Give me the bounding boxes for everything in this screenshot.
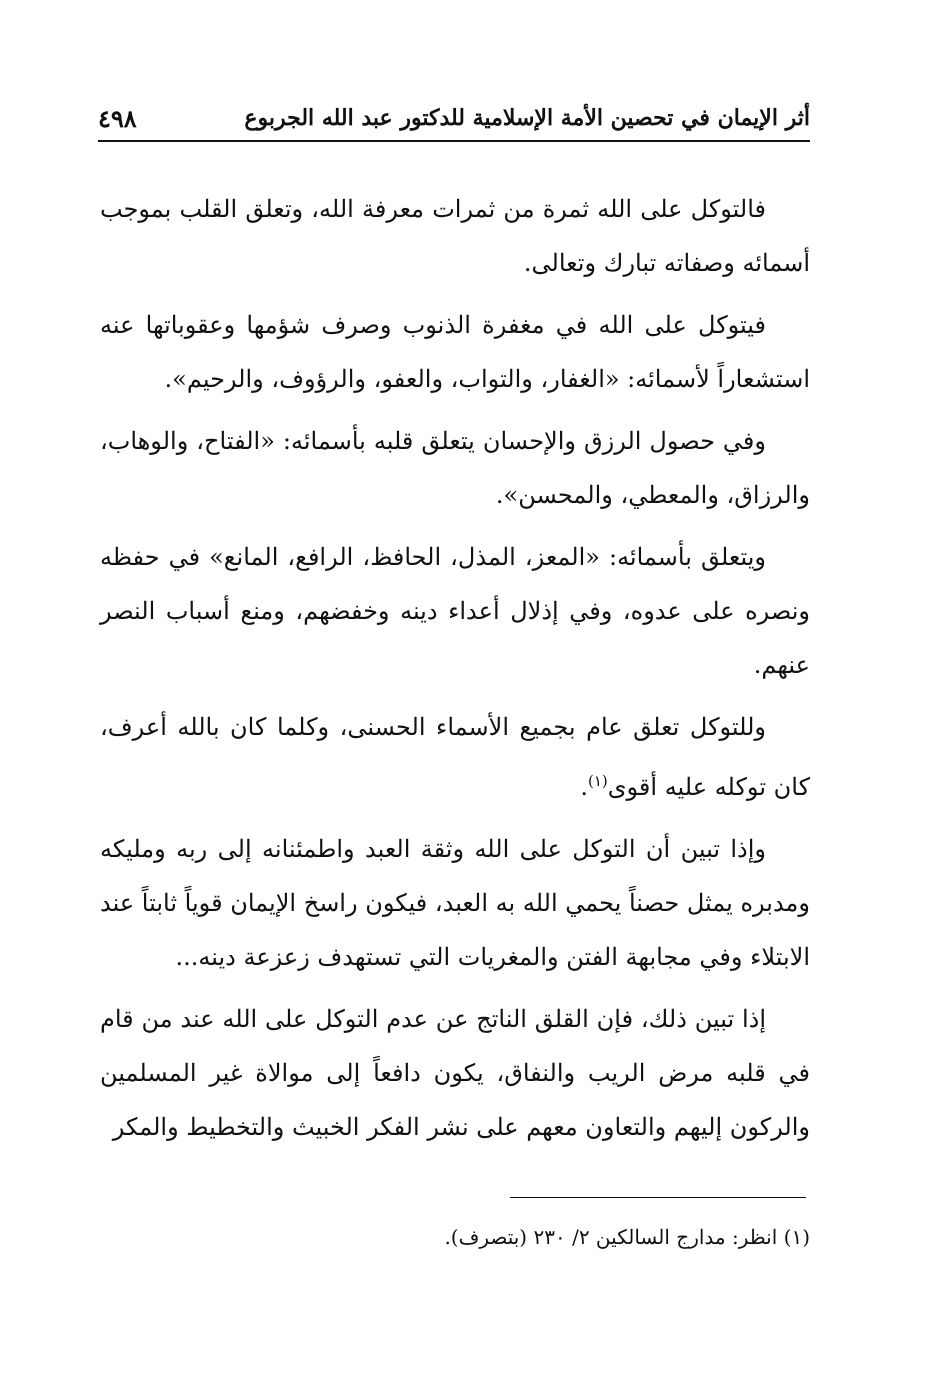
main-text [100,182,810,1162]
running-header [98,96,810,142]
paragraph-text: وللتوكل تعلق عام بجميع الأسماء الحسنى، وكلما كان بالله أعرف، كان توكله عليه أقوى [100,713,810,801]
paragraph: فيتوكل على الله في مغفرة الذنوب وصرف شؤمها وعقوباتها عنه استشعاراً لأسمائه: «الغفار، والتواب، والعفو، والرؤوف، والرحيم». [100,311,810,393]
page-number: ٤٩٨ [98,103,137,133]
running-title: أثر الإيمان في تحصين الأمة الإسلامية للدكتور عبد الله الجربوع [244,105,810,131]
paragraph-with-footnote [100,700,810,814]
footnote-separator [510,1197,806,1198]
paragraph: إذا تبين ذلك، فإن القلق الناتج عن عدم التوكل على الله عند من قام في قلبه مرض الريب والنفاق، يكون دافعاً إلى موالاة غير المسلمين والركون إليهم والتعاون معهم على نشر الفكر الخبيث والتخطيط والمكر [100,1005,810,1141]
paragraph-end: . [580,773,588,801]
paragraph: وإذا تبين أن التوكل على الله وثقة العبد واطمئنانه إلى ربه ومليكه ومدبره يمثل حصناً يحمي الله به العبد، فيكون راسخ الإيمان قوياً ثابتاً عند الابتلاء وفي مجابهة الفتن والمغريات التي تستهدف زعزعة دينه... [100,835,810,971]
paragraph: وفي حصول الرزق والإحسان يتعلق قلبه بأسمائه: «الفتاح، والوهاب، والرزاق، والمعطي، والمحسن». [100,427,810,509]
footnote: (١) انظر: مدارج السالكين ٢/ ٢٣٠ (بتصرف). [444,1225,810,1249]
paragraph: ويتعلق بأسمائه: «المعز، المذل، الحافظ، الرافع، المانع» في حفظه ونصره على عدوه، وفي إذلال أعداء دينه وخفضهم، ومنع أسباب النصر عنهم. [100,543,810,679]
footnote-reference[interactable]: (١) [587,772,608,790]
paragraph: فالتوكل على الله ثمرة من ثمرات معرفة الله، وتعلق القلب بموجب أسمائه وصفاته تبارك وتعالى. [100,195,810,277]
